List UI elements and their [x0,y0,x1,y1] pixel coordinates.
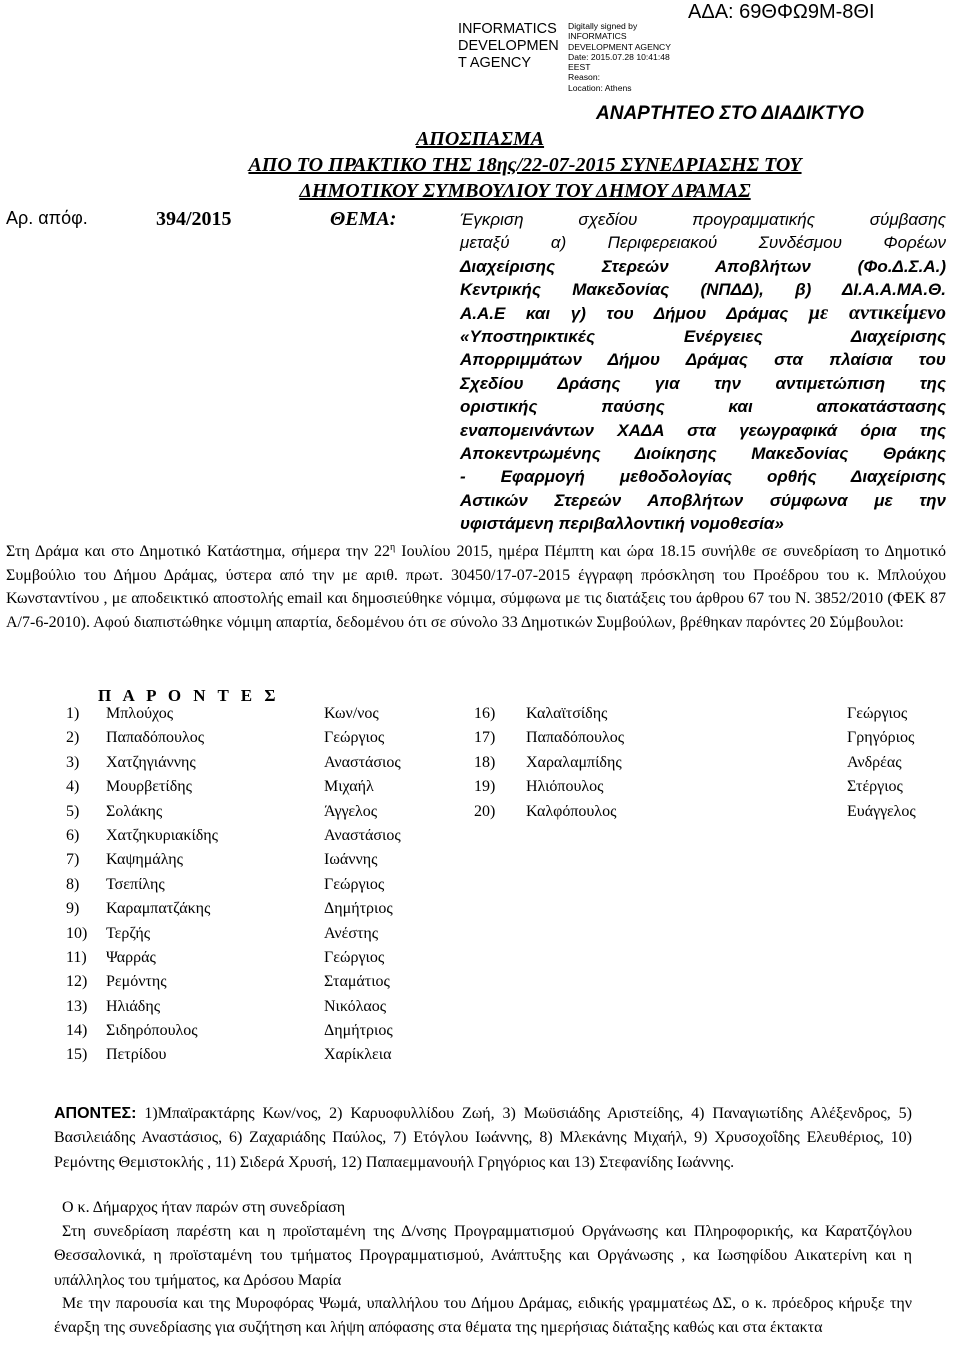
posted-online-note: ΑΝΑΡΤΗΤΕΟ ΣΤΟ ΔΙΑΔΙΚΤΥΟ [596,103,864,124]
item-surname: Καλφόπουλος [526,802,617,820]
item-first-name: Μιχαήλ [324,778,374,796]
list-item [66,803,466,827]
item-number: 6) [66,826,80,844]
present-list-left [66,705,466,1071]
item-surname: Παπαδόπουλος [526,729,625,747]
item-surname: Ηλιόπουλος [526,778,604,796]
list-item [66,876,466,900]
item-number: 9) [66,900,80,918]
absent-list: 1)Μπαϊρακτάρης Κων/νος, 2) Καρυοφυλλίδου Ζωή, 3) Μωϋσιάδης Αριστείδης, 4) Παναγιωτίδης Αλέξενδρος, 5) Βασιλειάδης Αναστάσιος, 6) Ζαχαριάδης Παύλος, 7) Ετόγλου Ιωάννης, 8) Μλεκάνης Μιχαήλ, 9) Χρυσοχοΐδης Ελευθέριος, 10) Ρεμόντης Θεμιστοκλής , 11) Σιδερά Χρυσή, 12) Παπαεμμανουήλ Γρηγόριος και 13) Στεφανίδης Ιωάννης. [54,1105,912,1171]
list-item [66,998,466,1022]
item-first-name: Ιωάννης [324,851,378,869]
item-first-name: Γεώργιος [324,729,385,747]
list-item [66,729,466,753]
subject-line: Αποκεντρωμένης Διοίκησης Μακεδονίας Θράκης [460,444,946,464]
item-surname: Χαραλαμπίδης [526,753,622,771]
item-number: 11) [66,948,87,966]
item-number: 16) [474,705,496,722]
item-first-name: Αναστάσιος [324,826,401,844]
item-surname: Τσεπίλης [106,875,165,893]
item-number: 17) [474,729,496,747]
item-number: 10) [66,924,88,942]
item-surname: Πετρίδου [106,1046,167,1064]
list-item [66,1022,466,1046]
absent-paragraph [54,1102,912,1175]
item-number: 19) [474,778,496,796]
item-first-name: Στέργιος [847,778,903,796]
minutes-heading-line-2: ΔΗΜΟΤΙΚΟΥ ΣΥΜΒΟΥΛΙΟΥ ΤΟΥ ΔΗΜΟΥ ΔΡΑΜΑΣ [299,180,751,202]
subject-line-part: Α.Α.Ε και γ) του Δήμου Δράμας [460,303,789,323]
subject-line: Έγκριση σχεδίου προγραμματικής σύμβασης [460,210,946,229]
present-list-right [474,705,934,827]
list-item [66,925,466,949]
item-number: 14) [66,1022,88,1040]
item-first-name: Αναστάσιος [324,753,401,771]
item-surname: Τερζής [106,924,151,942]
subject-line: Απορριμμάτων Δήμου Δράμας στα πλαίσια του [460,350,946,370]
subject-line: μεταξύ α) Περιφερειακού Συνδέσμου Φορέων [460,233,946,253]
staff-paragraph: Στη συνεδρίαση παρέστη και η προϊσταμένη της Δ/νσης Προγραμματισμού Οργάνωσης και Πληροφορικής, κα Καρατζόγλου Θεσσαλονικά, η προϊσταμένη του τμήματος Προγραμματισμού, Ανάπτυξης και Οργάνωσης , κα Ιωσηφίδου Αικατερίνη και η υπάλληλος του τμήματος, κα Δρόσου Μαρία [54,1223,912,1289]
ada-code: ΑΔΑ: 69ΘΦΩ9Μ-8ΘΙ [688,1,875,23]
list-item [474,705,934,729]
subject-line-part: με αντικείμενο [808,301,946,324]
subject-line: Σχεδίου Δράσης για την αντιμετώπιση της [460,373,946,393]
item-surname: Καλαϊτσίδης [526,705,608,722]
item-first-name: Άγγελος [324,802,378,820]
item-number: 3) [66,753,80,771]
subject-line: εναπομεινάντων ΧΑΔΑ στα γεωγραφικά όρια της [460,420,946,440]
item-surname: Μουρβετίδης [106,778,192,796]
intro-superscript: η [390,542,396,553]
item-first-name: Νικόλαος [324,997,387,1015]
subject-line: Αστικών Στερεών Αποβλήτων σύμφωνα με την [460,490,946,510]
list-item [474,778,934,802]
present-title: Π Α Ρ Ο Ν Τ Ε Σ [98,686,280,705]
item-number: 20) [474,802,496,820]
item-number: 12) [66,973,88,991]
list-item [66,705,466,729]
minutes-heading-line-1: ΑΠΟ ΤΟ ΠΡΑΚΤΙΚΟ ΤΗΣ 18ης/22-07-2015 ΣΥΝΕΔΡΙΑΣΗΣ ΤΟΥ [248,154,802,176]
item-first-name: Γεώργιος [324,948,385,966]
item-number: 5) [66,802,80,820]
decision-label: Αρ. απόφ. [6,208,88,228]
item-surname: Σολάκης [106,802,163,820]
item-surname: Χατζηκυριακίδης [106,826,218,844]
item-first-name: Χαρίκλεια [324,1046,392,1064]
item-first-name: Κων/νος [324,705,379,722]
list-item [66,949,466,973]
list-item [66,851,466,875]
item-number: 7) [66,851,80,869]
absent-label: ΑΠΟΝΤΕΣ: [54,1105,137,1122]
signature-details: Digitally signed by INFORMATICS DEVELOPMENT AGENCY Date: 2015.07.28 10:41:48 EEST Reason: Location: Athens [568,21,671,93]
item-first-name: Γεώργιος [847,705,908,722]
secretary-paragraph: Με την παρουσία και της Μυροφόρας Ψωμά, υπαλλήλου του Δήμου Δράμας, ειδικής γραμματέως ΔΣ, ο κ. πρόεδρος κήρυξε την έναρξη της συνεδρίασης για συζήτηση και λήψη απόφασης στα θέματα της ημερήσιας διάταξης καθώς και στα έκτακτα [54,1295,912,1337]
subject-line: Κεντρικής Μακεδονίας (ΝΠΔΔ), β) ΔΙ.Α.Α.ΜΑ.Θ. [460,280,946,300]
subject-label: ΘΕΜΑ: [330,208,397,230]
item-first-name: Δημήτριος [324,900,393,918]
item-number: 4) [66,778,80,796]
item-number: 8) [66,875,80,893]
list-item [474,729,934,753]
item-number: 1) [66,705,80,722]
item-first-name: Γρηγόριος [847,729,915,747]
list-item [474,754,934,778]
subject-line: «Υποστηρικτικές Ενέργειες Διαχείρισης [460,327,946,347]
subject-line: οριστικής παύσης και αποκατάστασης [460,397,946,417]
item-surname: Σιδηρόπουλος [106,1022,198,1040]
intro-text-end: Ιουλίου 2015, ημέρα Πέμπτη και ώρα 18.15 συνήλθε σε συνεδρίαση το Δημοτικό Συμβούλιο του Δήμου Δράμας, ύστερα από την με αριθ. πρωτ. 30450/17-07-2015 έγγραφη πρόσκληση του Προέδρου του κ. Μπλούχου Κωνσταντίνου , με αποδεικτικό αποστολής email και δημοσιεύθηκε νόμιμα, σύμφωνα με τις διατάξεις του άρθρου 67 του Ν. 3852/2010 (ΦΕΚ 87 Α/7-6-2010). Αφού διαπιστώθηκε νόμιμη απαρτία, δεδομένου ότι σε σύνολο 33 Δημοτικών Συμβούλων, βρέθηκαν παρόντες 20 Σύμβουλοι: [6,543,946,631]
extract-heading: ΑΠΟΣΠΑΣΜΑ [415,128,545,150]
item-surname: Ηλιάδης [106,997,161,1015]
item-surname: Καψημάλης [106,851,184,869]
item-surname: Ρεμόντης [106,973,167,991]
item-surname: Καραμπατζάκης [106,900,211,918]
decision-number: 394/2015 [156,208,232,230]
item-first-name: Δημήτριος [324,1022,393,1040]
item-surname: Χατζηγιάννης [106,753,196,771]
list-item [66,778,466,802]
item-number: 13) [66,997,88,1015]
signature-organization: INFORMATICS DEVELOPMEN T AGENCY [458,21,559,71]
list-item [66,827,466,851]
item-first-name: Ανδρέας [847,753,902,771]
subject-line: υφιστάμενη περιβαλλοντική νομοθεσία» [460,514,784,534]
list-item [66,973,466,997]
item-surname: Μπλούχος [106,705,174,722]
list-item [66,1046,466,1070]
subject-line: - Εφαρμογή μεθοδολογίας ορθής Διαχείρισης [460,467,946,487]
list-item [474,803,934,827]
item-number: 2) [66,729,80,747]
item-surname: Παπαδόπουλος [106,729,205,747]
intro-text-start: Στη Δράμα και στο Δημοτικό Κατάστημα, σήμερα την 22 [6,543,391,560]
item-first-name: Σταμάτιος [324,973,390,991]
item-first-name: Ευάγγελος [847,802,916,820]
item-first-name: Ανέστης [324,924,379,942]
item-number: 18) [474,753,496,771]
list-item [66,754,466,778]
list-item [66,900,466,924]
item-number: 15) [66,1046,88,1064]
item-surname: Ψαρράς [106,948,156,966]
item-first-name: Γεώργιος [324,875,385,893]
subject-line: Διαχείρισης Στερεών Αποβλήτων (Φο.Δ.Σ.Α.) [460,256,946,276]
intro-paragraph [6,540,946,634]
subject-line [460,302,946,325]
mayor-note: Ο κ. Δήμαρχος ήταν παρών στη συνεδρίαση [62,1199,346,1216]
decision-subject [460,208,946,536]
